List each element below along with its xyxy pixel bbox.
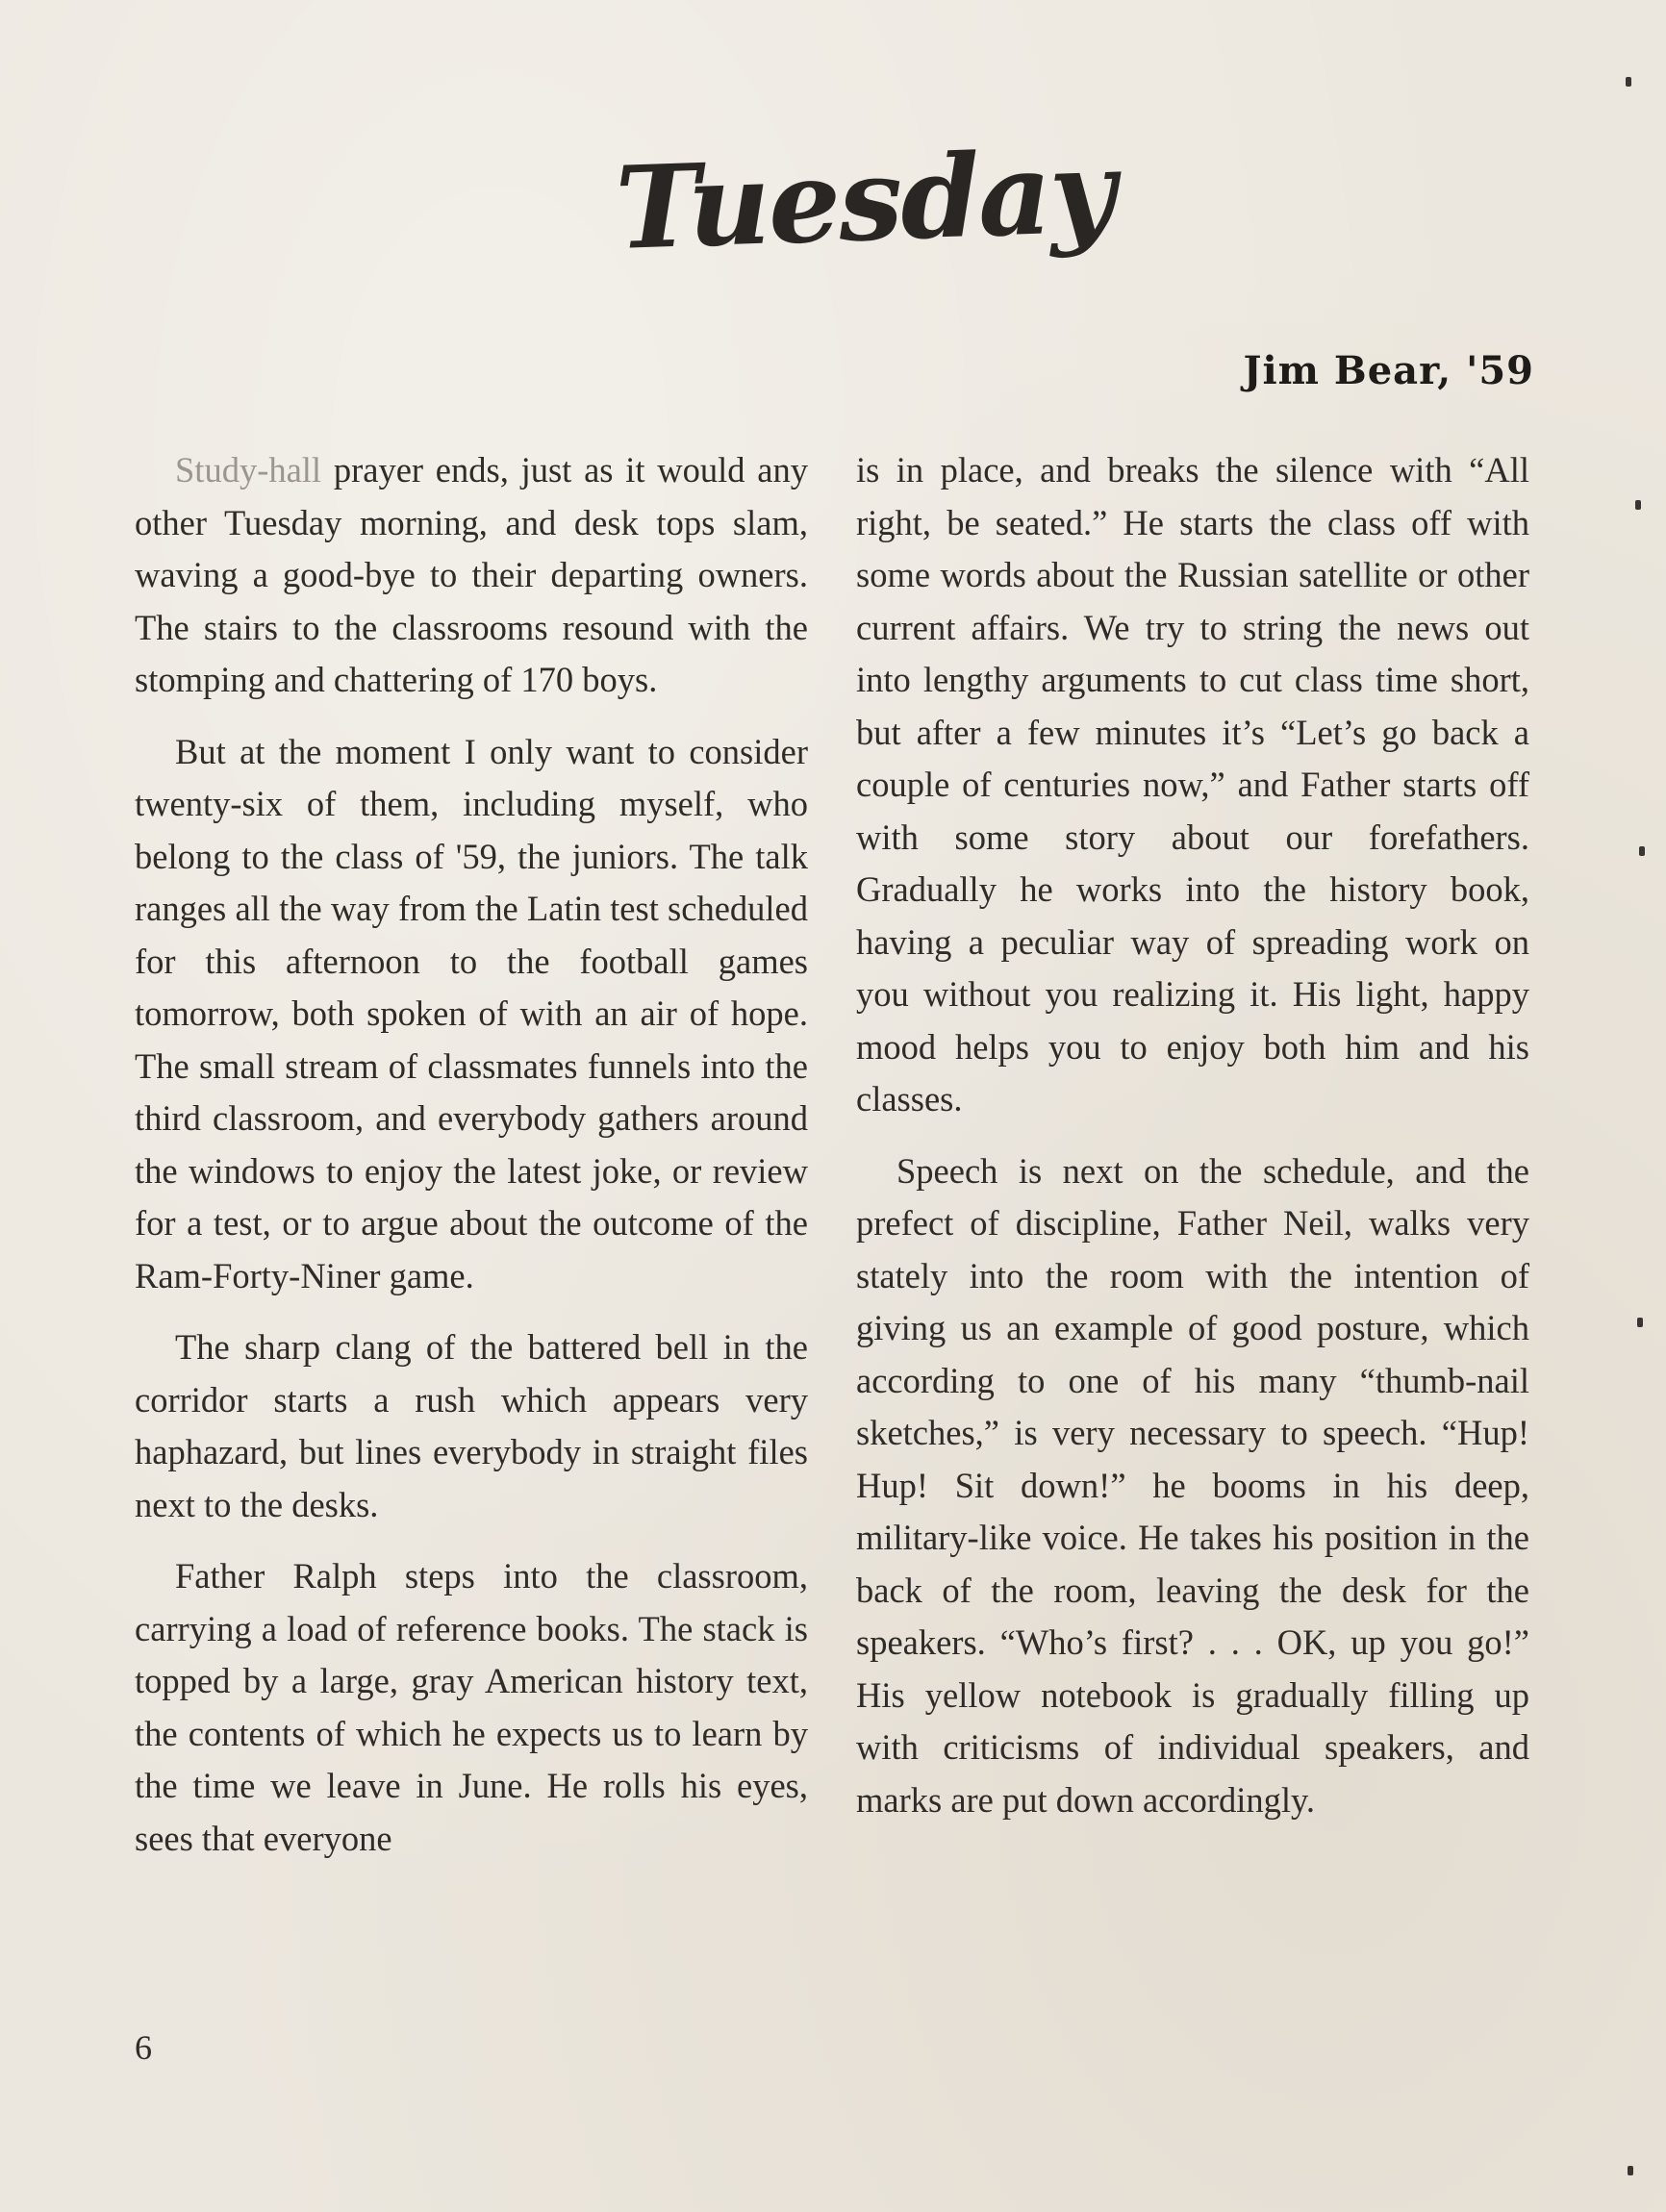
paragraph xyxy=(135,444,808,707)
paragraph-text: prayer ends, just as it would any other Tuesday morning, and desk tops slam, waving a good-bye to their departing owners. The stairs to the classrooms resound with the stomping and chattering of 170 boys. xyxy=(135,450,808,699)
binding-mark xyxy=(1626,77,1631,87)
left-column xyxy=(135,444,808,1884)
page-number: 6 xyxy=(135,2028,152,2067)
article-title: Tuesday xyxy=(613,123,1117,275)
author-byline: Jim Bear, '59 xyxy=(1243,348,1534,393)
paragraph: But at the moment I only want to consider twenty-six of them, including myself, who belong to the class of '59, the juniors. The talk ranges all the way from the Latin test scheduled for this afternoon to the football games tomorrow, both spoken of with an air of hope. The small stream of classmates funnels into the third classroom, and everybody gathers around the windows to enjoy the latest joke, or review for a test, or to argue about the outcome of the Ram-Forty-Niner game. xyxy=(135,731,808,1295)
paragraph: is in place, and breaks the silence with “All right, be seated.” He starts the class off with some words about the Russian satellite or other current affairs. We try to string the news out into lengthy arguments to cut class time short, but after a few minutes it’s “Let’s go back a couple of centuries now,” and Father starts off with some story about our forefathers. Gradually he works into the history book, having a peculiar way of spreading work on you without you realizing it. His light, happy mood helps you to enjoy both him and his classes. xyxy=(856,450,1529,1119)
paragraph: The sharp clang of the battered bell in the corridor starts a rush which appears very haphazard, but lines everybody in straight files next to the desks. xyxy=(135,1327,808,1524)
binding-mark xyxy=(1639,846,1645,856)
binding-mark xyxy=(1628,2166,1633,2175)
paragraph: Father Ralph steps into the classroom, carrying a load of reference books. The stack is topped by a large, gray American history text, the contents of which he expects us to learn by the time we leave in June. He rolls his eyes, sees that everyone xyxy=(135,1556,808,1858)
right-column xyxy=(856,444,1529,1846)
faded-text: Study-hall xyxy=(175,450,322,490)
binding-mark xyxy=(1637,1318,1643,1327)
paragraph: Speech is next on the schedule, and the prefect of discipline, Father Neil, walks very stately into the room with the intention of giving us an example of good posture, which according to one of his many “thumb-nail sketches,” is very necessary to speech. “Hup! Hup! Sit down!” he booms in his deep, military-like voice. He takes his position in the back of the room, leaving the desk for the speakers. “Who’s first? . . . OK, up you go!” His yellow notebook is gradually filling up with criticisms of individual speakers, and marks are put down accordingly. xyxy=(856,1150,1529,1820)
binding-mark xyxy=(1635,500,1641,510)
